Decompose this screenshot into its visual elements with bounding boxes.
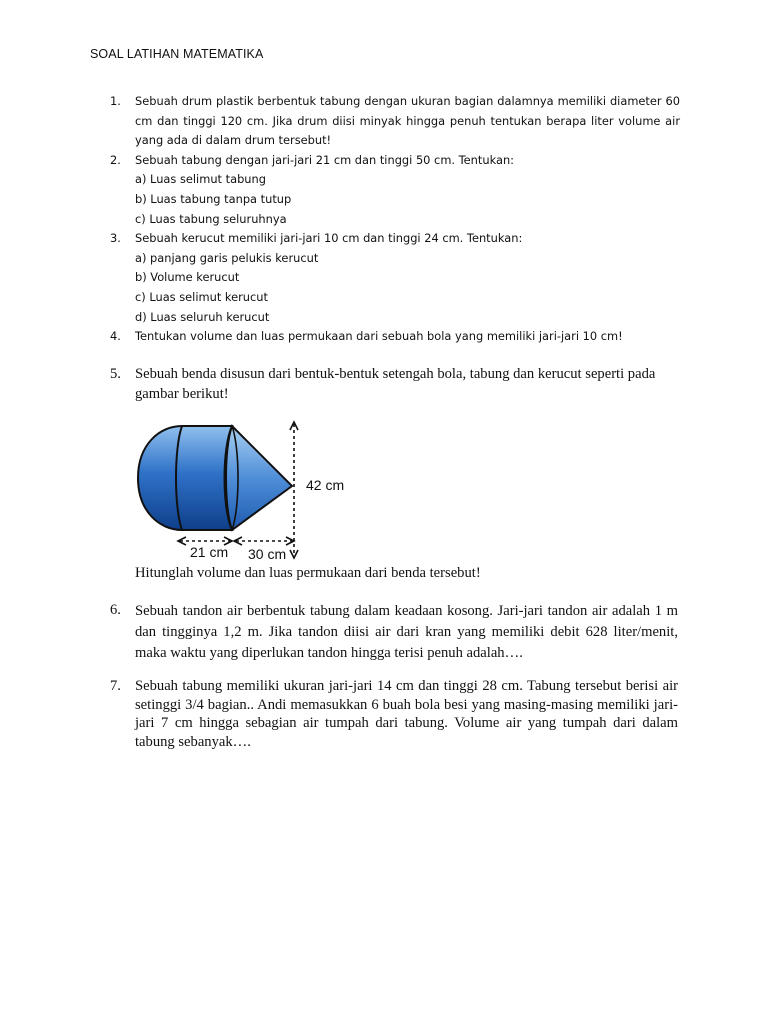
sub-question: a) panjang garis pelukis kerucut — [135, 250, 319, 265]
question-2 — [110, 151, 680, 229]
question-number: 7. — [110, 678, 121, 694]
question-list-1-4 — [110, 92, 680, 347]
cylinder-length-label: 21 cm — [190, 544, 229, 560]
sub-question: b) Volume kerucut — [135, 270, 240, 285]
question-number: 5. — [110, 366, 121, 382]
question-number: 3. — [110, 231, 121, 246]
question-text: Sebuah benda disusun dari bentuk-bentuk setengah bola, tabung dan kerucut seperti pada gambar berikut! — [135, 366, 656, 402]
question-text: Sebuah drum plastik berbentuk tabung dengan ukuran bagian dalamnya memiliki diameter 60 cm dan tinggi 120 cm. Jika drum diisi minyak hingga penuh tentukan berapa liter volume air yang ada di dalam drum tersebut! — [135, 94, 680, 148]
question-number: 1. — [110, 94, 121, 108]
cone-length-label: 30 cm — [248, 546, 287, 562]
question-number: 2. — [110, 152, 121, 167]
composite-solid-figure — [132, 418, 362, 568]
question-text: Sebuah tandon air berbentuk tabung dalam keadaan kosong. Jari-jari tandon air adalah 1 m dan tingginya 1,2 m. Jika tandon diisi air dari kran yang memiliki debit 628 liter/menit, maka waktu yang diperlukan tandon hingga terisi penuh adalah…. — [135, 603, 678, 661]
sub-question: c) Luas selimut kerucut — [135, 289, 268, 304]
question-1 — [110, 92, 680, 151]
question-4 — [110, 327, 680, 347]
cylinder-shape — [176, 426, 232, 530]
height-label: 42 cm — [306, 477, 345, 493]
question-text: Tentukan volume dan luas permukaan dari sebuah bola yang memiliki jari-jari 10 cm! — [135, 329, 623, 344]
question-7 — [110, 677, 678, 751]
question-3 — [110, 229, 680, 327]
question-5-closing: Hitunglah volume dan luas permukaan dari benda tersebut! — [135, 565, 481, 581]
figure-drawing — [132, 418, 362, 568]
sub-question: d) Luas seluruh kerucut — [135, 309, 270, 324]
sub-question: b) Luas tabung tanpa tutup — [135, 191, 292, 206]
sub-question: a) Luas selimut tabung — [135, 172, 266, 187]
page-title: SOAL LATIHAN MATEMATIKA — [90, 47, 264, 61]
question-number: 4. — [110, 329, 121, 344]
question-6 — [110, 601, 678, 664]
sub-question: c) Luas tabung seluruhnya — [135, 211, 287, 226]
question-number: 6. — [110, 602, 121, 618]
height-dimension-arrow — [290, 422, 298, 558]
question-text: Sebuah kerucut memiliki jari-jari 10 cm dan tinggi 24 cm. Tentukan: — [135, 231, 523, 246]
question-text: Sebuah tabung dengan jari-jari 21 cm dan tinggi 50 cm. Tentukan: — [135, 152, 515, 167]
question-text: Sebuah tabung memiliki ukuran jari-jari 14 cm dan tinggi 28 cm. Tabung tersebut berisi air setinggi 3/4 bagian.. Andi memasukkan 6 buah bola besi yang masing-masing memiliki jari-jari 7 cm hingga sebagian air tumpah dari tabung. Volume air yang tumpah dari dalam tabung sebanyak…. — [135, 678, 678, 750]
cone-length-arrow — [234, 537, 294, 545]
question-5 — [110, 365, 678, 404]
